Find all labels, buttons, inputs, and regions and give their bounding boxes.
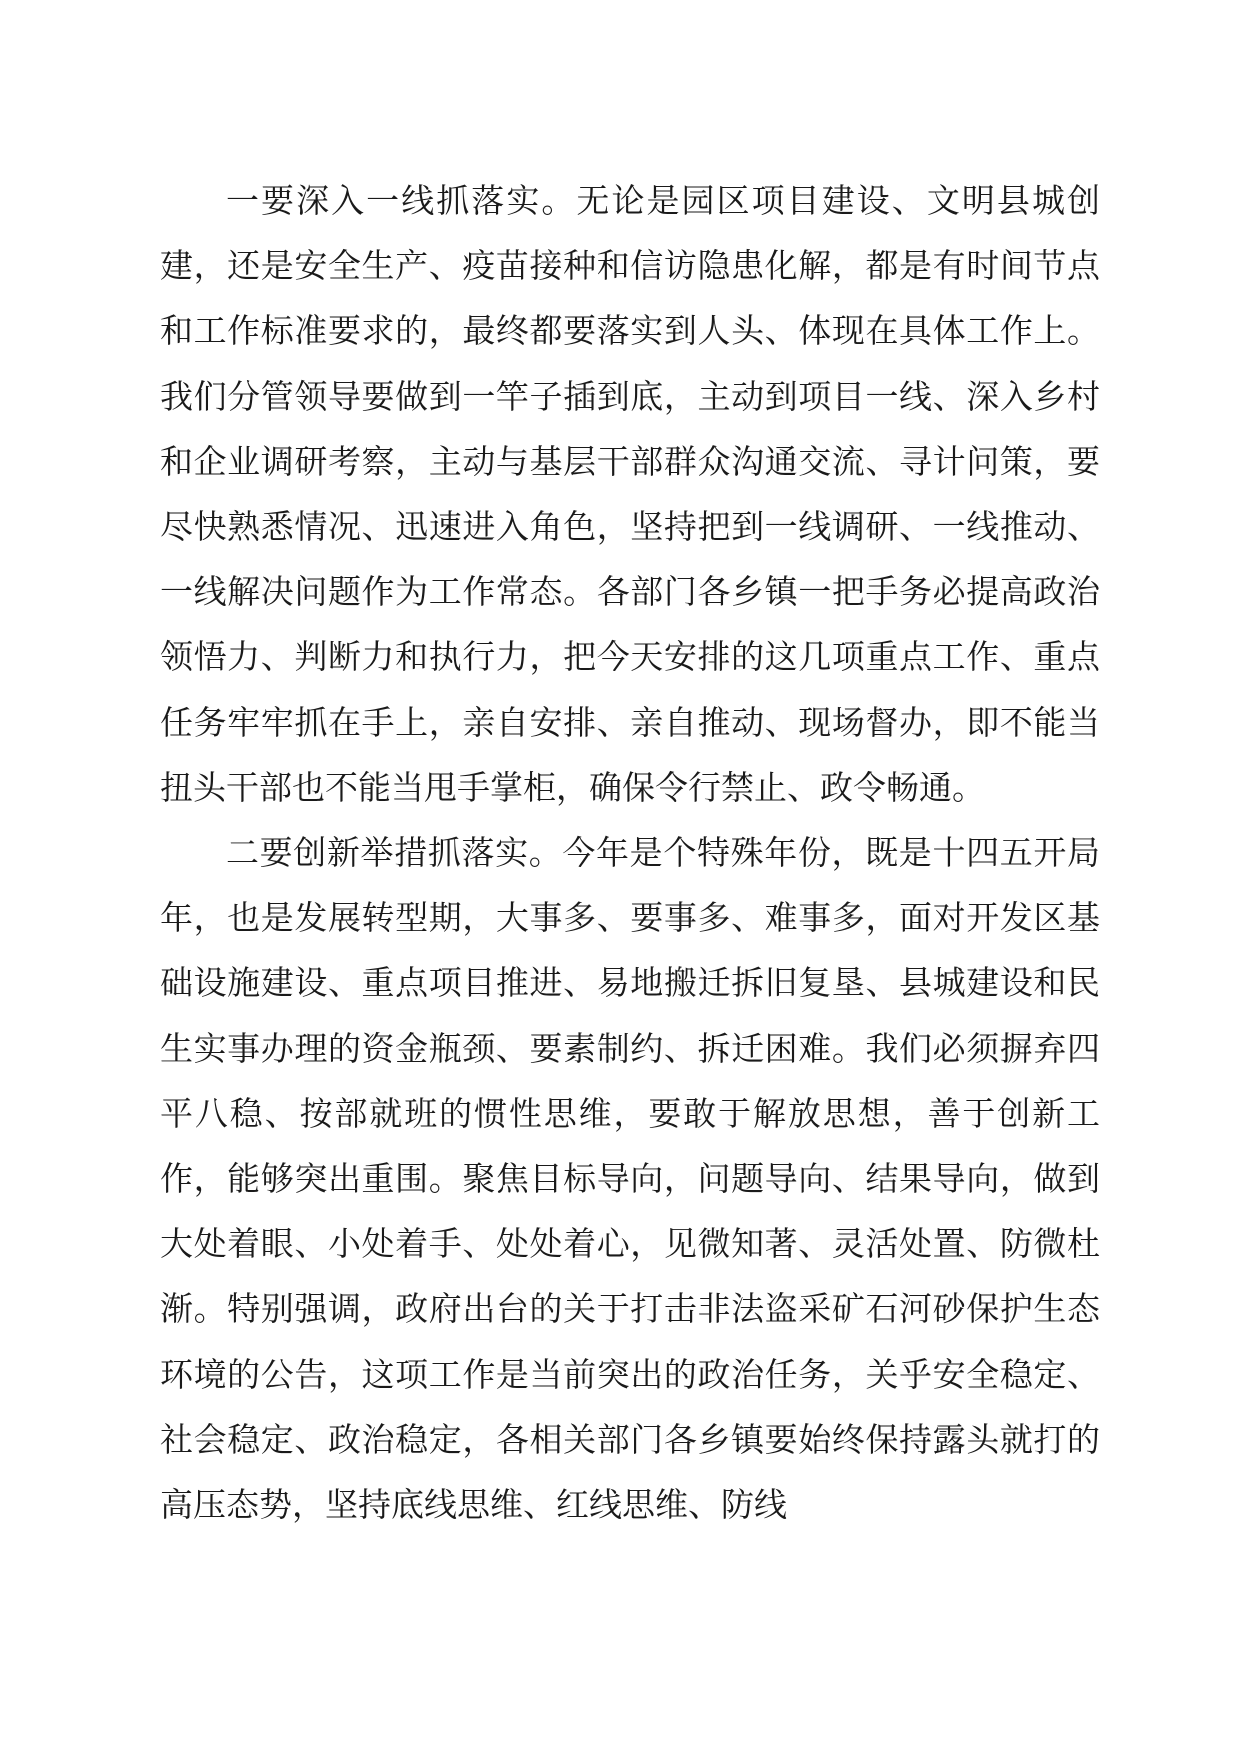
paragraph-1: 一要深入一线抓落实。无论是园区项目建设、文明县城创建，还是安全生产、疫苗接种和信访隐患化解，都是有时间节点和工作标准要求的，最终都要落实到人头、体现在具体工作上。我们分管领导要做到一竿子插到底，主动到项目一线、深入乡村和企业调研考察，主动与基层干部群众沟通交流、寻计问策，要尽快熟悉情况、迅速进入角色，坚持把到一线调研、一线推动、一线解决问题作为工作常态。各部门各乡镇一把手务必提高政治领悟力、判断力和执行力，把今天安排的这几项重点工作、重点任务牢牢抓在手上，亲自安排、亲自推动、现场督办，即不能当扭头干部也不能当甩手掌柜，确保令行禁止、政令畅通。 [160, 181, 1100, 807]
document-body [160, 168, 1100, 1537]
paragraph-2: 二要创新举措抓落实。今年是个特殊年份，既是十四五开局年，也是发展转型期，大事多、要事多、难事多，面对开发区基础设施建设、重点项目推进、易地搬迁拆旧复垦、县城建设和民生实事办理的资金瓶颈、要素制约、拆迁困难。我们必须摒弃四平八稳、按部就班的惯性思维，要敢于解放思想，善于创新工作，能够突出重围。聚焦目标导向，问题导向、结果导向，做到大处着眼、小处着手、处处着心，见微知著、灵活处置、防微杜渐。特别强调，政府出台的关于打击非法盗采矿石河砂保护生态环境的公告，这项工作是当前突出的政治任务，关乎安全稳定、社会稳定、政治稳定，各相关部门各乡镇要始终保持露头就打的高压态势，坚持底线思维、红线思维、防线 [160, 833, 1100, 1525]
